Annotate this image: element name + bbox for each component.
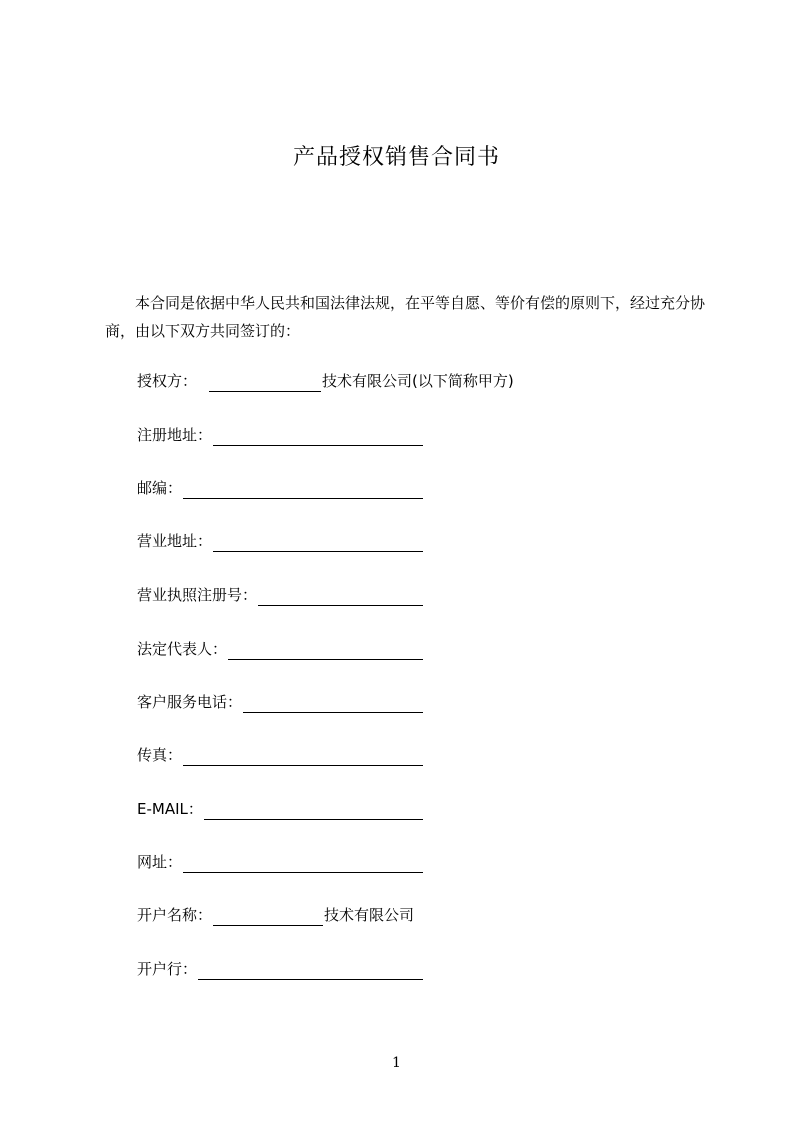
service-phone-label: 客户服务电话： <box>137 693 243 711</box>
fax-blank[interactable] <box>183 748 423 766</box>
account-name-suffix: 技术有限公司 <box>324 906 415 924</box>
service-phone-blank[interactable] <box>243 695 423 713</box>
email-label: E-MAIL： <box>137 800 203 818</box>
intro-paragraph <box>105 289 705 345</box>
fax-label: 传真： <box>137 746 183 764</box>
license-no-label: 营业执照注册号： <box>137 586 258 604</box>
legal-rep-label: 法定代表人： <box>137 640 228 658</box>
business-address-label: 营业地址： <box>137 532 213 550</box>
license-no-field <box>137 584 424 606</box>
licensor-suffix: 技术有限公司(以下简称甲方) <box>322 372 514 390</box>
document-title: 产品授权销售合同书 <box>292 145 500 170</box>
service-phone-field <box>137 691 424 713</box>
account-name-blank[interactable] <box>213 908 323 926</box>
licensor-label: 授权方： <box>137 372 198 390</box>
business-address-field <box>137 530 424 552</box>
postcode-blank[interactable] <box>183 481 423 499</box>
bank-field <box>137 958 424 980</box>
licensor-blank[interactable] <box>209 374 321 392</box>
fax-field <box>137 744 424 766</box>
account-name-field <box>137 904 437 926</box>
postcode-field <box>137 477 424 499</box>
website-label: 网址： <box>137 853 183 871</box>
licensor-field <box>137 370 557 392</box>
account-name-label: 开户名称： <box>137 906 213 924</box>
bank-blank[interactable] <box>198 962 423 980</box>
email-field <box>137 798 424 820</box>
website-field <box>137 851 424 873</box>
bank-label: 开户行： <box>137 960 198 978</box>
reg-address-field <box>137 424 424 446</box>
postcode-label: 邮编： <box>137 479 183 497</box>
business-address-blank[interactable] <box>213 534 423 552</box>
reg-address-blank[interactable] <box>213 428 423 446</box>
legal-rep-blank[interactable] <box>228 642 423 660</box>
email-blank[interactable] <box>204 802 423 820</box>
reg-address-label: 注册地址： <box>137 426 213 444</box>
website-blank[interactable] <box>183 855 423 873</box>
intro-text: 本合同是依据中华人民共和国法律法规，在平等自愿、等价有偿的原则下，经过充分协商，由以下双方共同签订的： <box>105 294 706 340</box>
page-number: 1 <box>392 1055 401 1071</box>
license-no-blank[interactable] <box>258 588 423 606</box>
legal-rep-field <box>137 638 424 660</box>
